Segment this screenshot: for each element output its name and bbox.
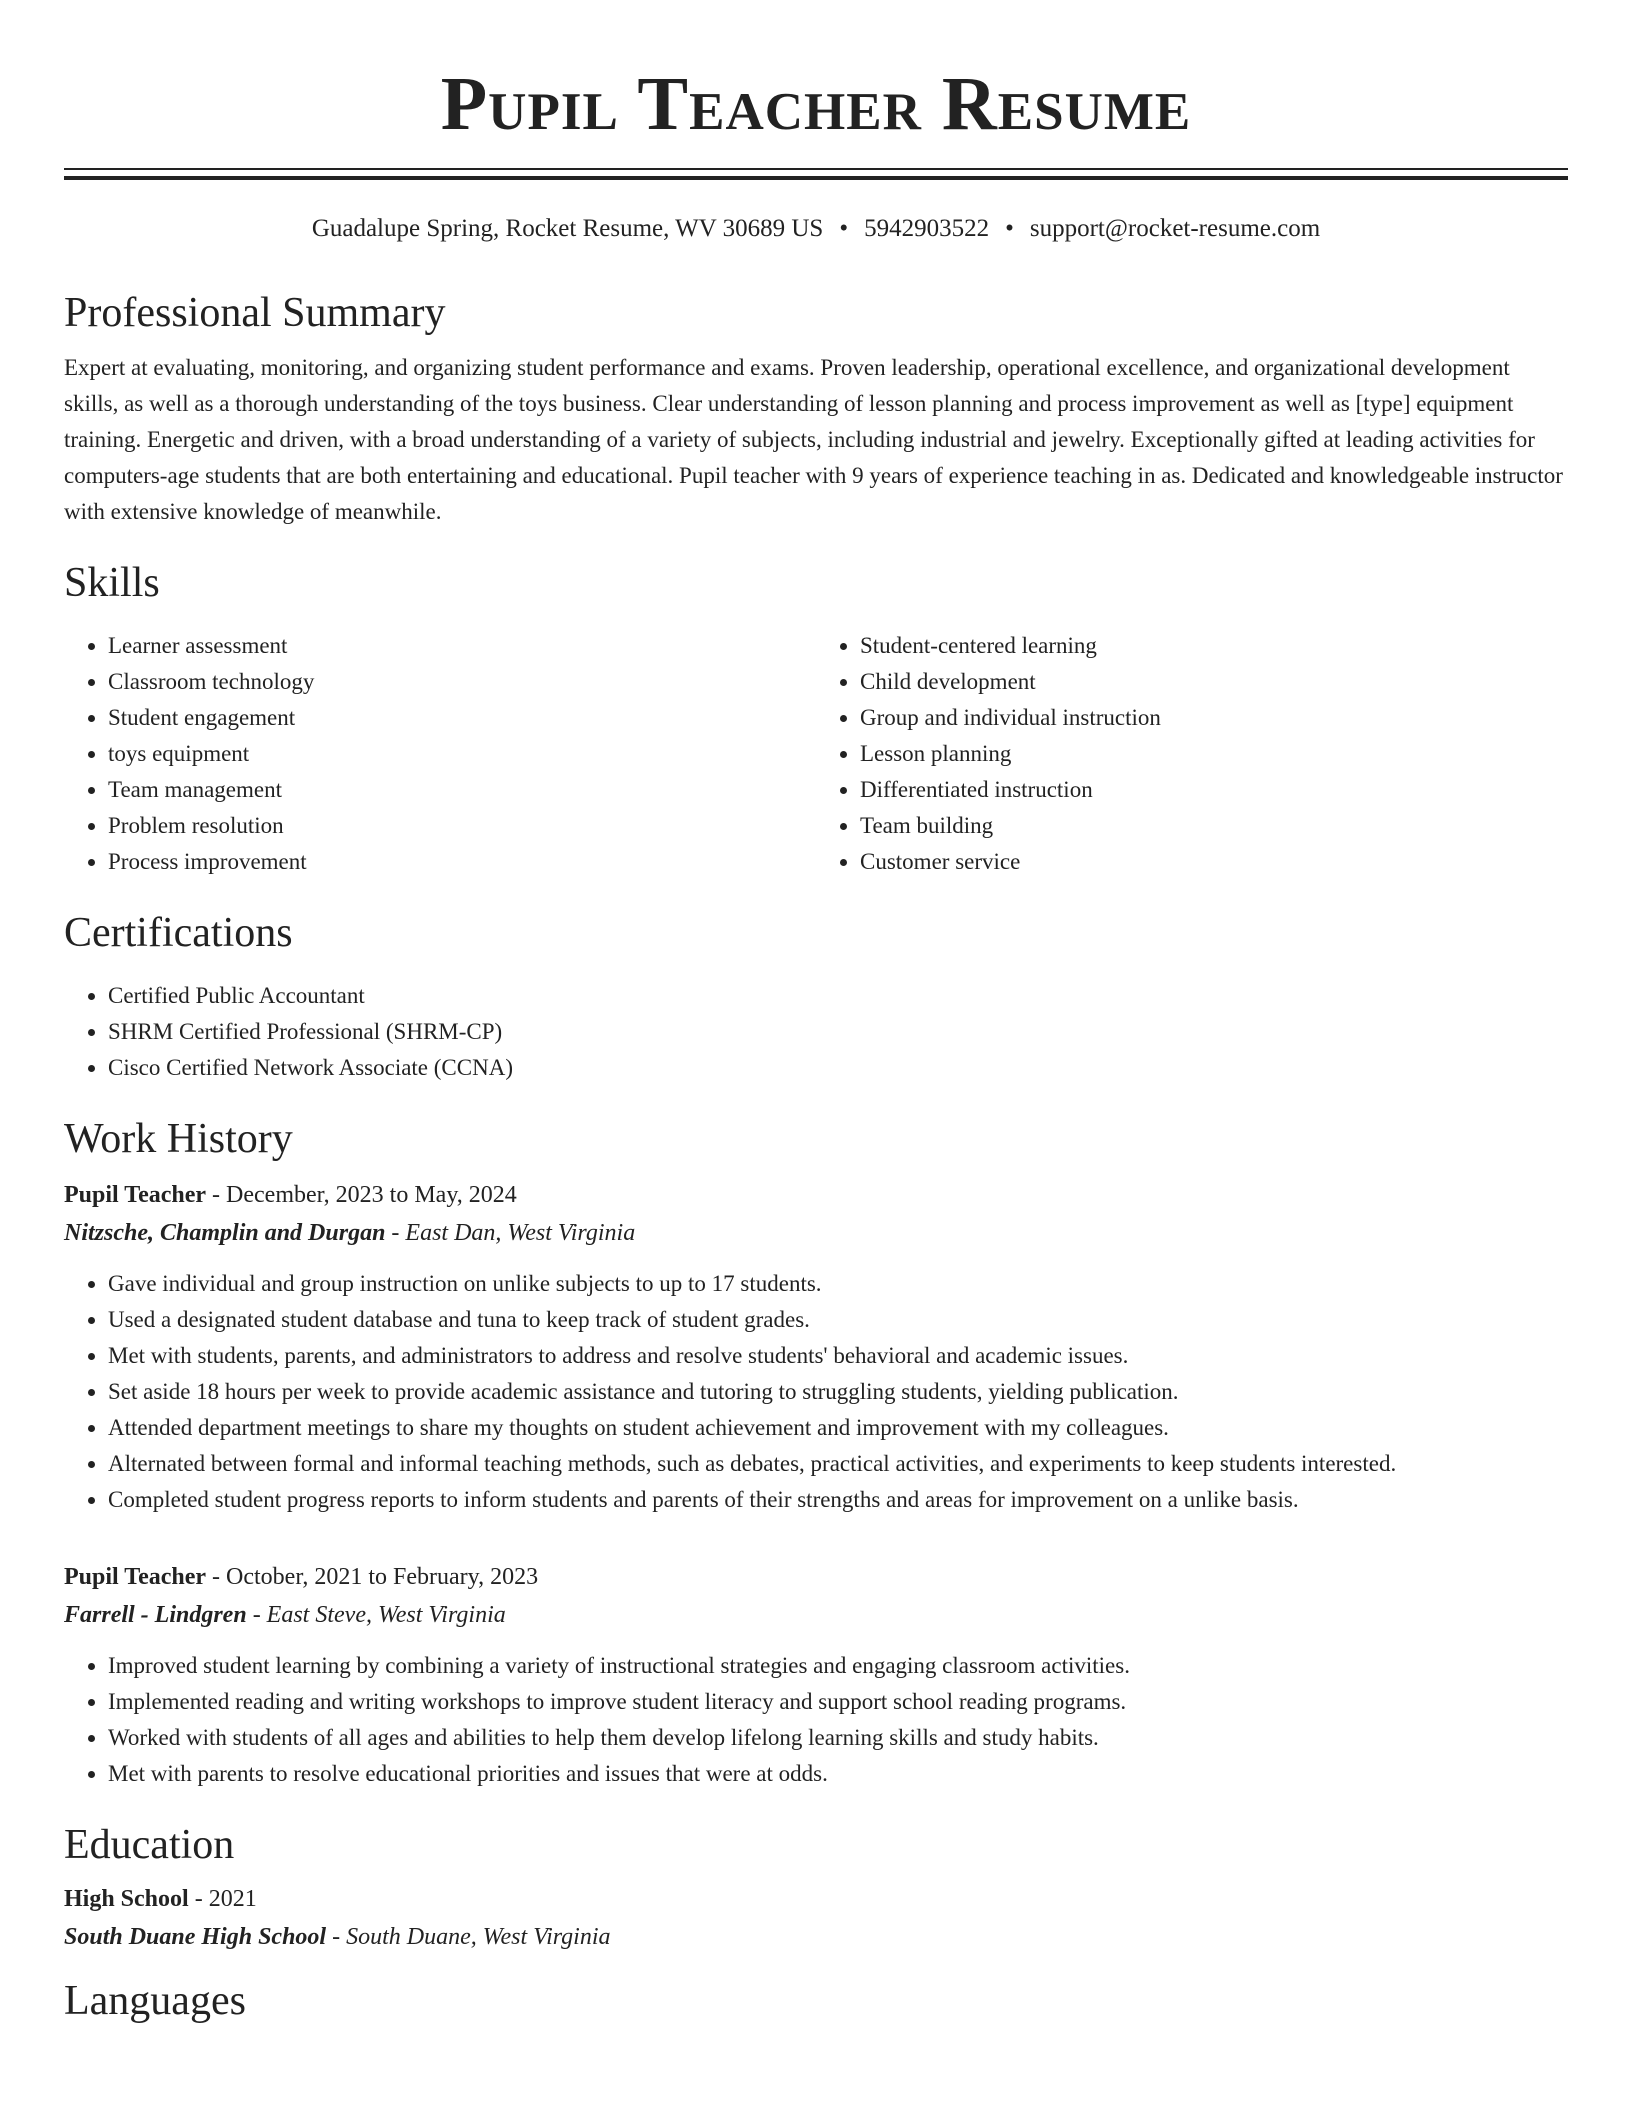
job-entry [64, 1558, 1568, 1792]
job-duty-item: • Worked with students of all ages and abilities to help them develop lifelong learning skills and study habits. [108, 1720, 1568, 1756]
job-duty-item: • Implemented reading and writing workshops to improve student literacy and support school reading programs. [108, 1684, 1568, 1720]
job-company-line [64, 1214, 1568, 1252]
professional-summary-section [64, 288, 1568, 530]
work-history-section [64, 1114, 1568, 1792]
education-school-line [64, 1918, 1568, 1956]
skill-item: • Problem resolution [108, 808, 816, 844]
job-duty-item: • Set aside 18 hours per week to provide academic assistance and tutoring to struggling students, yielding publication. [108, 1374, 1568, 1410]
job-duty-item: • Met with parents to resolve educational priorities and issues that were at odds. [108, 1756, 1568, 1792]
section-heading-education: Education [64, 1822, 235, 1868]
skill-item: • Team management [108, 772, 816, 808]
skills-list-left [64, 628, 816, 880]
section-heading-work-history: Work History [64, 1116, 293, 1162]
job-company-line [64, 1596, 1568, 1634]
job-duty-item: • Gave individual and group instruction on unlike subjects to up to 17 students. [108, 1266, 1568, 1302]
education-location: - South Duane, West Virginia [326, 1924, 611, 1950]
job-duty-item: • Met with students, parents, and administrators to address and resolve students' behavioral and academic issues. [108, 1338, 1568, 1374]
skill-item: • Process improvement [108, 844, 816, 880]
certifications-list [64, 978, 1568, 1086]
section-heading-summary: Professional Summary [64, 290, 446, 336]
job-title: Pupil Teacher [64, 1564, 207, 1590]
title-divider-thick [64, 176, 1568, 180]
job-title-line [64, 1176, 1568, 1214]
skills-columns [64, 628, 1568, 880]
job-duty-item: • Used a designated student database and tuna to keep track of student grades. [108, 1302, 1568, 1338]
job-company: Farrell - Lindgren [64, 1602, 247, 1628]
education-degree: High School [64, 1886, 189, 1912]
title-divider-thin [64, 168, 1568, 170]
skill-item: • Student-centered learning [860, 628, 1568, 664]
skill-item: • Group and individual instruction [860, 700, 1568, 736]
skills-list-right [816, 628, 1568, 880]
contact-email: support@rocket-resume.com [1029, 215, 1321, 242]
certification-item: • Cisco Certified Network Associate (CCNA) [108, 1050, 1568, 1086]
job-duty-item: • Completed student progress reports to inform students and parents of their strengths and areas for improvement on a unlike basis. [108, 1482, 1568, 1518]
contact-phone: 5942903522 [864, 215, 990, 242]
skill-item: • Customer service [860, 844, 1568, 880]
certification-item: • Certified Public Accountant [108, 978, 1568, 1014]
languages-section [64, 1976, 1568, 2026]
job-entry [64, 1176, 1568, 1518]
education-year: - 2021 [188, 1886, 257, 1912]
education-school: South Duane High School [64, 1924, 327, 1950]
education-degree-line [64, 1880, 1568, 1918]
job-duties-list [64, 1648, 1568, 1792]
job-location: - East Dan, West Virginia [385, 1220, 636, 1246]
skill-item: • Learner assessment [108, 628, 816, 664]
skills-section [64, 558, 1568, 880]
section-heading-languages: Languages [64, 1978, 246, 2024]
job-title: Pupil Teacher [64, 1182, 207, 1208]
skill-item: • Student engagement [108, 700, 816, 736]
skill-item: • Child development [860, 664, 1568, 700]
job-duty-item: • Improved student learning by combining a variety of instructional strategies and engaging classroom activities. [108, 1648, 1568, 1684]
skill-item: • Classroom technology [108, 664, 816, 700]
resume-title: Pupil Teacher Resume [440, 62, 1192, 146]
section-heading-certifications: Certifications [64, 910, 293, 956]
education-entry [64, 1880, 1568, 1956]
job-company: Nitzsche, Champlin and Durgan [64, 1220, 386, 1246]
skill-item: • toys equipment [108, 736, 816, 772]
job-dates: - December, 2023 to May, 2024 [206, 1182, 517, 1208]
job-dates: - October, 2021 to February, 2023 [206, 1564, 539, 1590]
certification-item: • SHRM Certified Professional (SHRM-CP) [108, 1014, 1568, 1050]
job-duties-list [64, 1266, 1568, 1518]
contact-line [64, 214, 1568, 244]
certifications-section [64, 908, 1568, 1086]
job-location: - East Steve, West Virginia [246, 1602, 506, 1628]
job-duty-item: • Attended department meetings to share my thoughts on student achievement and improvement with my colleagues. [108, 1410, 1568, 1446]
education-section [64, 1820, 1568, 1956]
skill-item: • Team building [860, 808, 1568, 844]
section-heading-skills: Skills [64, 560, 160, 606]
skill-item: • Lesson planning [860, 736, 1568, 772]
contact-address: Guadalupe Spring, Rocket Resume, WV 30689 US [311, 215, 824, 242]
job-title-line [64, 1558, 1568, 1596]
contact-separator: • [1005, 215, 1014, 242]
summary-text: Expert at evaluating, monitoring, and organizing student performance and exams. Proven leadership, operational excellence, and organizational development skills, as well as a thorough understanding of the toys business. Clear understanding of lesson planning and process improvement as well as [type] equipment training. Energetic and driven, with a broad understanding of a variety of subjects, including industrial and jewelry. Exceptionally gifted at leading activities for computers-age students that are both entertaining and educational. Pupil teacher with 9 years of experience teaching in as. Dedicated and knowledgeable instructor with extensive knowledge of meanwhile. [64, 355, 1563, 524]
skill-item: • Differentiated instruction [860, 772, 1568, 808]
contact-separator: • [839, 215, 849, 242]
job-duty-item: • Alternated between formal and informal teaching methods, such as debates, practical activities, and experiments to keep students interested. [108, 1446, 1568, 1482]
